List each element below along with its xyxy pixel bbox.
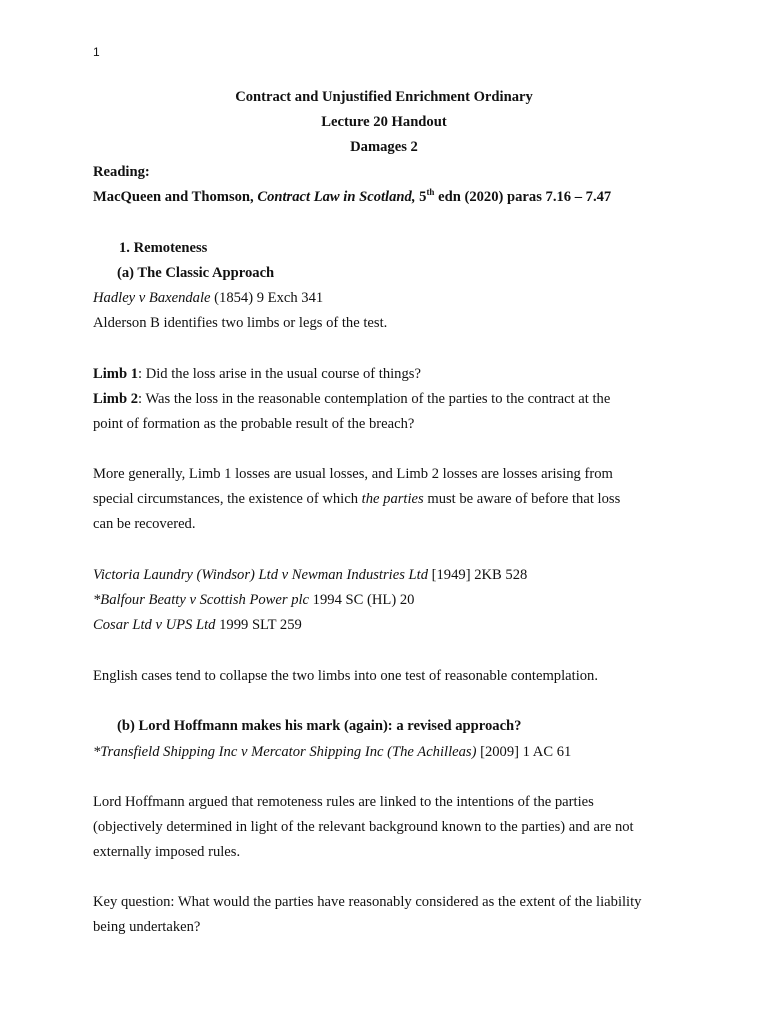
subsection-heading-hoffmann: (b) Lord Hoffmann makes his mark (again): a revised approach? — [117, 718, 522, 734]
case-citation: 1994 SC (HL) 20 — [309, 592, 415, 608]
case-name: *Balfour Beatty v Scottish Power plc — [93, 592, 310, 608]
case-balfour-beatty — [93, 591, 414, 609]
english-cases-text: English cases tend to collapse the two limbs into one test of reasonable contemplation. — [93, 668, 598, 684]
limb2-line — [93, 390, 610, 408]
hoffmann-paragraph-line-1: Lord Hoffmann argued that remoteness rules are linked to the intentions of the parties — [93, 794, 594, 810]
document-subtitle: Lecture 20 Handout — [321, 114, 447, 130]
case-citation: 1999 SLT 259 — [215, 617, 302, 633]
case-transfield — [93, 743, 571, 761]
case-name: Hadley v Baxendale — [93, 290, 211, 306]
alderson-text: Alderson B identifies two limbs or legs of the test. — [93, 315, 388, 331]
subsection-heading-classic: (a) The Classic Approach — [117, 265, 275, 281]
reading-label: Reading: — [93, 164, 150, 180]
reading-reference — [93, 188, 611, 206]
document-topic: Damages 2 — [350, 139, 418, 155]
key-question-line-1: Key question: What would the parties have reasonably considered as the extent of the liability — [93, 894, 642, 910]
case-name: *Transfield Shipping Inc v Mercator Shipping Inc (The Achilleas) — [93, 744, 477, 760]
key-question-line-2: being undertaken? — [93, 919, 201, 935]
limb1-text: : Did the loss arise in the usual course of things? — [138, 366, 421, 382]
general-paragraph-line-2 — [93, 490, 620, 508]
general-text-b: must be aware of before that loss — [423, 491, 621, 507]
hoffmann-paragraph-line-2: (objectively determined in light of the relevant background known to the parties) and are not — [93, 819, 634, 835]
case-name: Cosar Ltd v UPS Ltd — [93, 617, 216, 633]
limb2-line-2: point of formation as the probable result of the breach? — [93, 416, 415, 432]
case-citation: (1854) 9 Exch 341 — [210, 290, 324, 306]
section-heading-remoteness: 1. Remoteness — [119, 240, 208, 256]
reading-book-title: Contract Law in Scotland, — [257, 189, 416, 205]
general-text-italic: the parties — [361, 491, 424, 507]
case-citation: [1949] 2KB 528 — [428, 567, 528, 583]
general-text-a: special circumstances, the existence of which — [93, 491, 362, 507]
case-hadley — [93, 289, 323, 307]
reading-edition-superscript: th — [426, 187, 435, 198]
limb2-label: Limb 2 — [93, 391, 139, 407]
case-cosar — [93, 616, 302, 634]
reading-edition-paras: edn (2020) paras 7.16 – 7.47 — [434, 189, 612, 205]
reading-edition-number: 5 — [415, 189, 427, 205]
limb1-line — [93, 365, 421, 383]
page-number: 1 — [93, 45, 100, 59]
limb2-text: : Was the loss in the reasonable contemplation of the parties to the contract at the — [138, 391, 611, 407]
hoffmann-paragraph-line-3: externally imposed rules. — [93, 844, 241, 860]
case-citation: [2009] 1 AC 61 — [476, 744, 572, 760]
case-victoria-laundry — [93, 566, 527, 584]
limb1-label: Limb 1 — [93, 366, 139, 382]
general-paragraph-line-1: More generally, Limb 1 losses are usual losses, and Limb 2 losses are losses arising from — [93, 466, 613, 482]
reading-authors: MacQueen and Thomson, — [93, 189, 258, 205]
case-name: Victoria Laundry (Windsor) Ltd v Newman Industries Ltd — [93, 567, 428, 583]
general-paragraph-line-3: can be recovered. — [93, 516, 196, 532]
document-title: Contract and Unjustified Enrichment Ordinary — [235, 89, 533, 105]
